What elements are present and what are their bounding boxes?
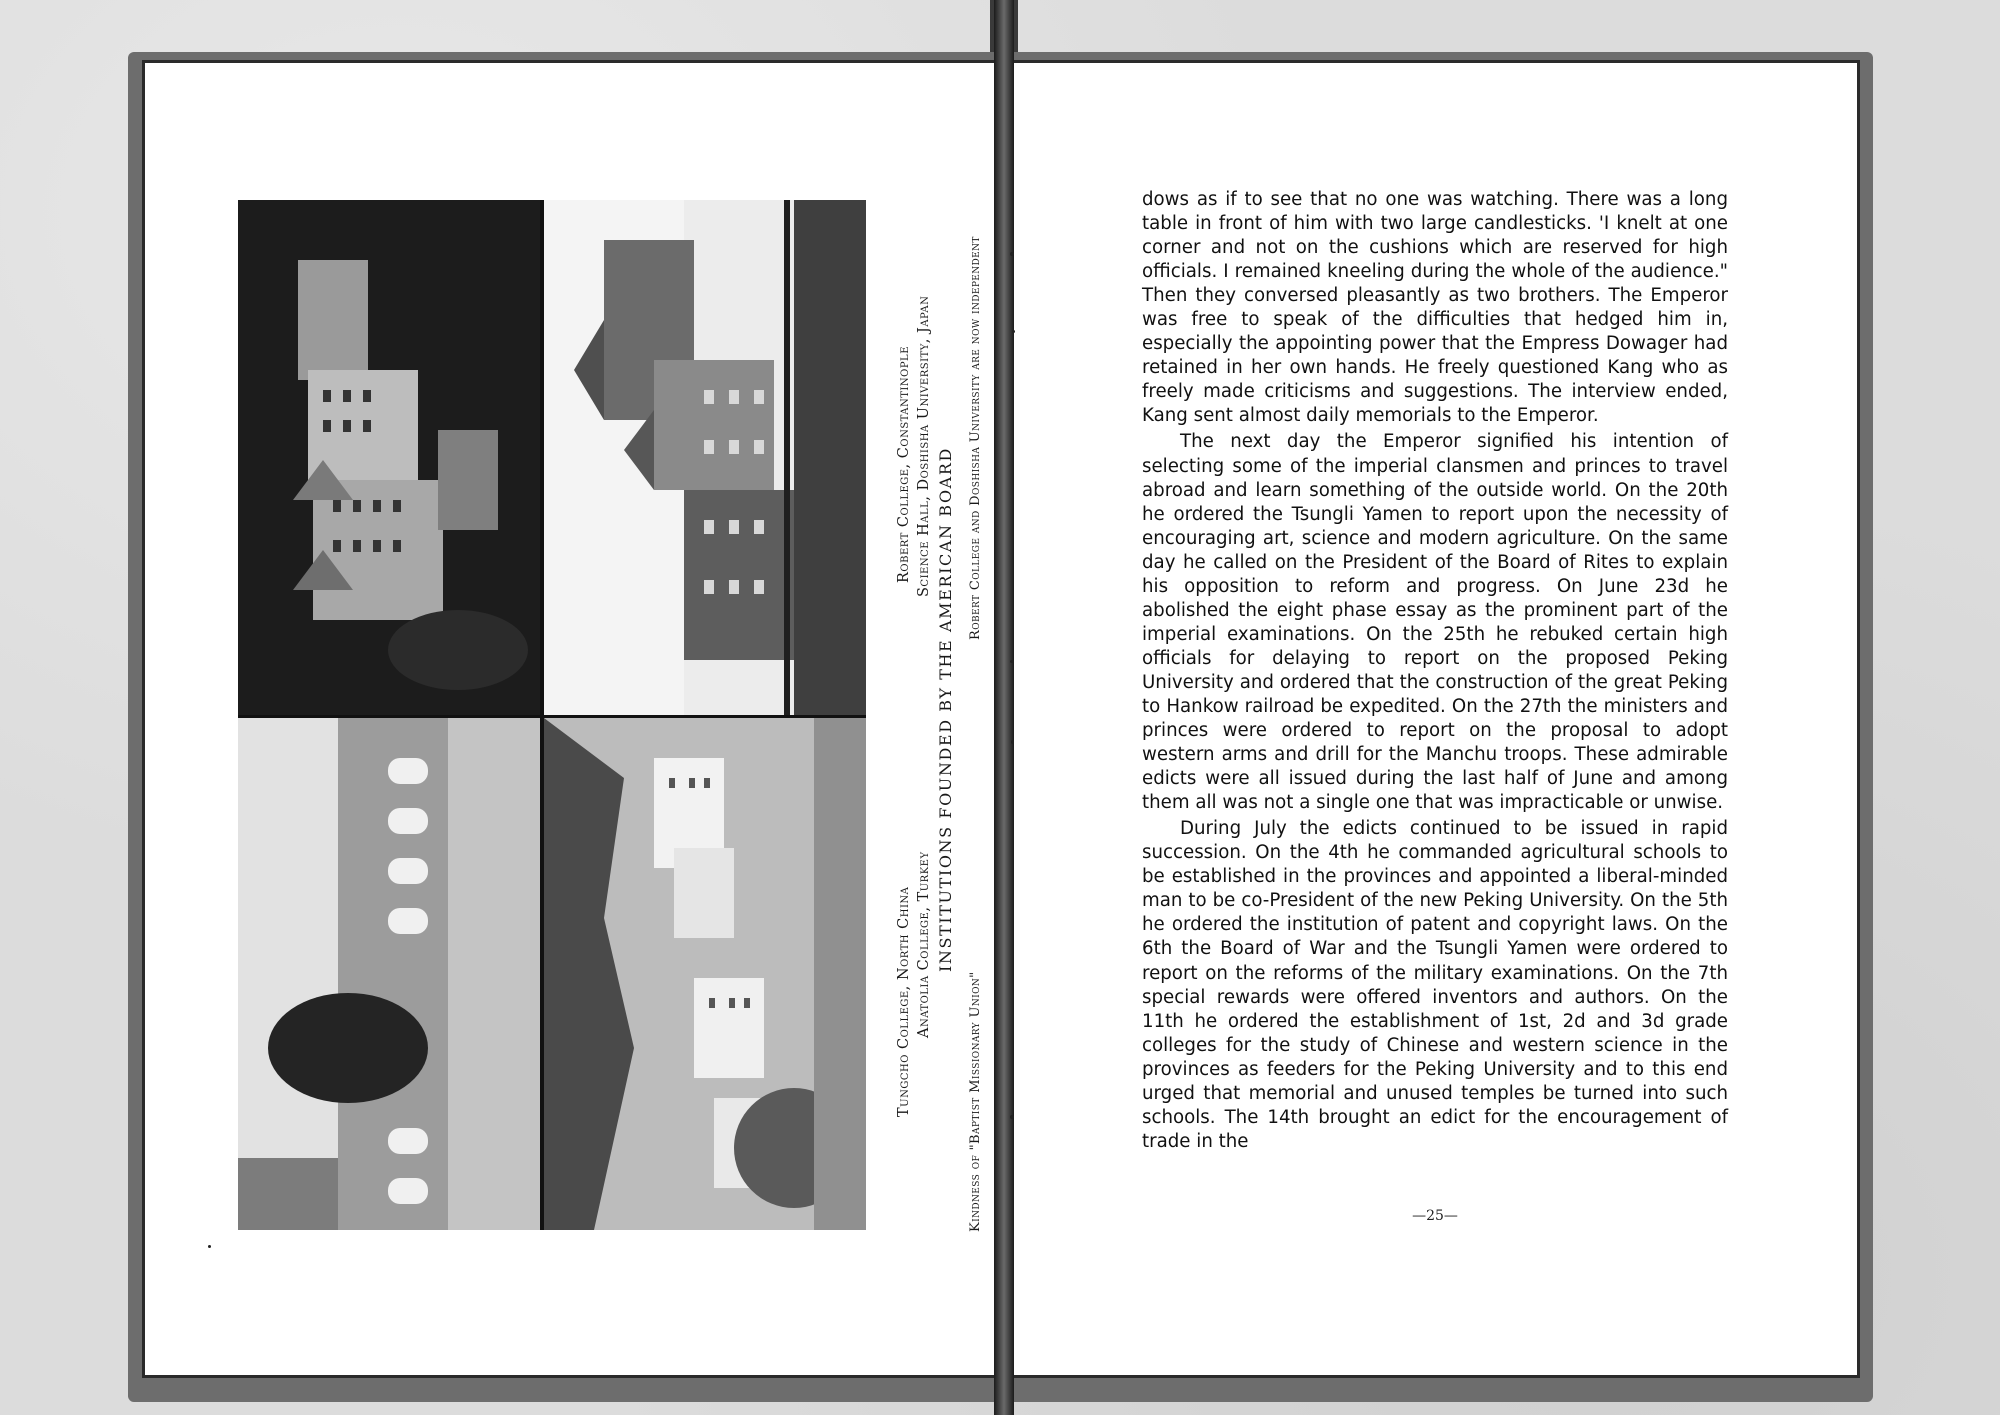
body-text [1142,188,1728,1154]
plate-title: INSTITUTIONS FOUNDED BY THE AMERICAN BOARD [936,447,955,972]
caption-anatolia: Anatolia College, Turkey [916,851,932,1038]
scan-speck [208,1245,211,1248]
scan-speck [1010,1115,1014,1119]
photo-plate [238,200,866,1230]
scan-speck [1010,252,1014,256]
scan-speck [1010,660,1014,663]
photo-anatolia-college [544,718,866,1230]
credit-independent: Robert College and Doshisha University are now independent [968,236,983,640]
photo-robert-college [238,200,540,715]
photo-tungcho-college [238,718,540,1230]
photo-science-hall-doshisha [544,200,866,715]
page-number: —25— [1412,1208,1458,1224]
scan-speck [1011,740,1014,744]
book-gutter [994,0,1014,1415]
paragraph-1: dows as if to see that no one was watching. There was a long table in front of him with two large candlesticks. 'I knelt at one corner and not on the cushions which are reserved for high officials. I remained kneeling during the whole of the audience." Then they conversed pleasantly as two brothers. The Emperor was free to speak of the difficulties that hedged him in, especially the appointing power that the Empress Dowager had retained in her own hands. He freely questioned Kang who as freely made criticisms and suggestions. The interview ended, Kang sent almost daily memorials to the Emperor. [1142,189,1728,427]
scan-speck [1012,330,1015,333]
paragraph-3: During July the edicts continued to be issued in rapid succession. On the 4th he commanded agricultural schools to be established in the provinces and appointed a liberal-minded man to be co-President of the new Peking University. On the 5th he ordered the institution of patent and copyright laws. On the 6th the Board of War and the Tsungli Yamen were ordered to report on the reforms of the military examinations. On the 7th special rewards were offered inventors and authors. On the 11th he ordered the establishment of 1st, 2d and 3d grade colleges for the study of Chinese and western science in the provinces as feeders for the Peking University and to this end urged that memorial and unused temples be turned into such schools. The 14th brought an edict for the encouragement of trade in the [1142,818,1728,1152]
credit-baptist: Kindness of "Baptist Missionary Union" [968,971,983,1232]
caption-robert: Robert College, Constantinople [896,345,912,583]
paragraph-2: The next day the Emperor signified his intention of selecting some of the imperial clansmen and princes to travel abroad and learn something of the outside world. On the 20th he ordered the Tsungli Yamen to report upon the necessity of encouraging art, science and modern agriculture. On the same day he called on the President of the Board of Rites to explain his opposition to reform and progress. On June 23d he abolished the eight phase essay as the prominent part of the imperial examinations. On the 25th he rebuked certain high officials for delaying to report on the proposed Peking University and ordered that the construction of the great Peking to Hankow railroad be expedited. On the 27th the ministers and princes were ordered to report on the proposal to adopt western arms and drill for the Manchu troops. These admirable edicts were all issued during the last half of June and among them all was not a single one that was impracticable or unwise. [1142,431,1728,814]
caption-science-hall: Science Hall, Doshisha University, Japan [916,295,932,597]
caption-tungcho: Tungcho College, North China [896,886,912,1117]
